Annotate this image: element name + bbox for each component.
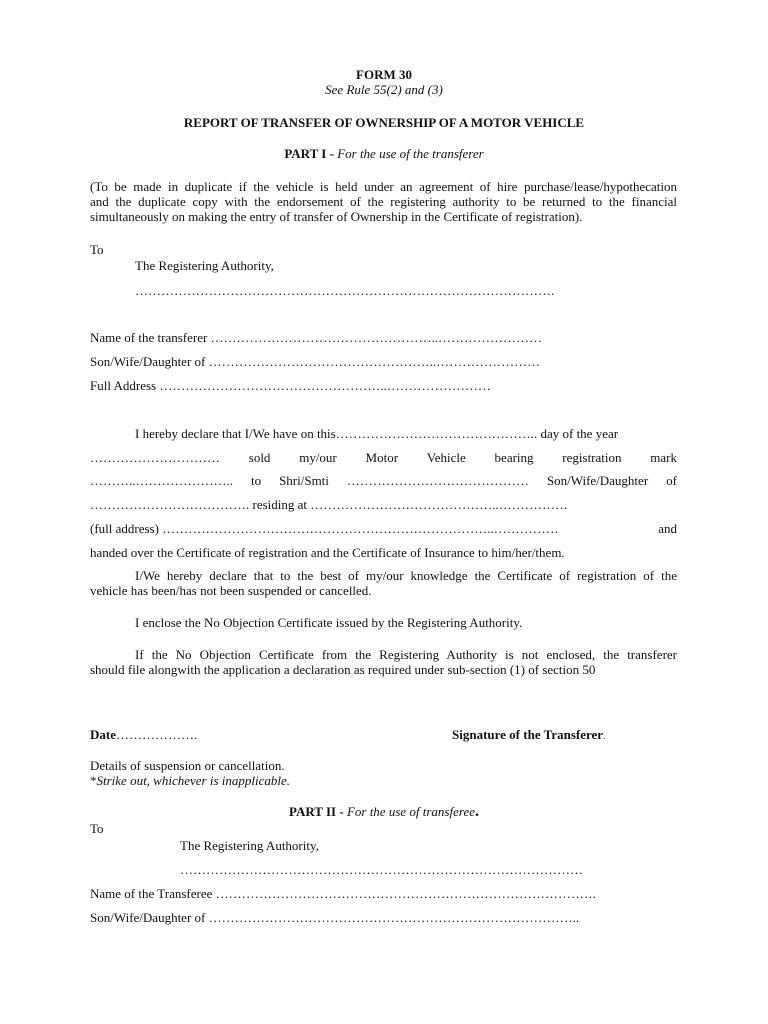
part1-note: For the use of the transferer (337, 146, 484, 161)
transferer-name-field: Name of the transferer ……………………………………………..…………………… (90, 330, 543, 345)
transferer-relation-field: Son/Wife/Daughter of ……………………………………………..…………………… (90, 354, 541, 369)
knowledge-declaration-line-1: I/We hereby declare that to the best of my/our knowledge the Certificate of registration of the (135, 568, 677, 583)
noc-instruction-line-1: If the No Objection Certificate from the Registering Authority is not enclosed, the transferer (135, 647, 677, 662)
part1-label: PART I - (284, 146, 338, 161)
decl-word: bearing (494, 450, 534, 465)
declaration-line-6: handed over the Certificate of registration and the Certificate of Insurance to him/her/them. (90, 545, 565, 560)
noc-instruction-line-2: should file alongwith the application a declaration as required under sub-section (1) of section 50 (90, 662, 596, 677)
part1-heading (0, 146, 768, 161)
decl-word: ………..………………….. (90, 473, 233, 488)
decl-word: of (666, 473, 677, 488)
part2-note: For the use of transferee (346, 804, 475, 819)
signature-label: Signature of the Transferer (452, 727, 604, 742)
date-dots: ………………. (116, 727, 198, 742)
transferee-name-field: Name of the Transferee ……………………………………………………………………………. (90, 886, 596, 901)
part2-heading (0, 804, 768, 819)
decl-word: Shri/Smti (279, 473, 329, 488)
strike-out-text: Strike out, whichever is inapplicable. (96, 773, 291, 788)
knowledge-declaration-line-2: vehicle has been/has not been suspended or cancelled. (90, 583, 372, 598)
decl-word: …………………………………… (346, 473, 529, 488)
part2-to-label: To (90, 821, 104, 836)
part2-dot: . (475, 803, 479, 820)
form-number: FORM 30 (356, 67, 412, 82)
full-address-field: (full address) …………………………………………………………………..…………… (90, 521, 559, 536)
decl-word: sold (248, 450, 271, 465)
declaration-line-3 (90, 473, 677, 488)
decl-word: registration (562, 450, 622, 465)
form-title: REPORT OF TRANSFER OF OWNERSHIP OF A MOTOR VEHICLE (183, 115, 585, 130)
declaration-line-1: I hereby declare that I/We have on this……………………………………….. day of the year (135, 426, 619, 441)
decl-word: mark (650, 450, 677, 465)
suspension-details: Details of suspension or cancellation. (90, 758, 285, 773)
transferer-address-field: Full Address ……………………………………………..…………………… (90, 378, 491, 393)
rule-reference: See Rule 55(2) and (3) (325, 82, 443, 97)
decl-word: to (250, 473, 262, 488)
signature-dot: . (603, 731, 606, 741)
noc-enclosure-statement: I enclose the No Objection Certificate issued by the Registering Authority. (135, 615, 523, 630)
intro-line-3: simultaneously on making the entry of transfer of Ownership in the Certificate of registration). (90, 209, 583, 224)
decl-word: ………………………… (90, 450, 220, 465)
intro-line-2: and the duplicate copy with the endorsement of the registering authority to be returned to the financial (90, 194, 677, 209)
decl-word: Motor (365, 450, 399, 465)
part2-authority-address-blank: ………………………………………………………………………………… (180, 862, 583, 877)
intro-line-1: (To be made in duplicate if the vehicle is held under an agreement of hire purchase/lease/hypothecation (90, 179, 677, 194)
asterisk: * (90, 773, 97, 788)
registering-authority: The Registering Authority, (135, 258, 274, 273)
declaration-line-2 (90, 450, 677, 465)
decl-word: Son/Wife/Daughter (546, 473, 649, 488)
declaration-line-4: ………………………………. residing at ……………………………………..……………. (90, 497, 568, 512)
part2-label: PART II - (289, 804, 347, 819)
transferer-signature (452, 727, 605, 744)
decl-word: Vehicle (426, 450, 466, 465)
decl-word: my/our (299, 450, 337, 465)
to-label: To (90, 242, 104, 257)
part2-registering-authority: The Registering Authority, (180, 838, 319, 853)
decl-word-and: and (658, 521, 677, 536)
declaration-line-5 (90, 521, 677, 536)
date-label: Date (90, 727, 116, 742)
strike-out-note (90, 773, 290, 788)
authority-address-blank: ……………………………………………………………………………………. (135, 283, 555, 298)
date-field (90, 727, 197, 742)
transferee-relation-field: Son/Wife/Daughter of ………………………………………………………………………….. (90, 910, 580, 925)
